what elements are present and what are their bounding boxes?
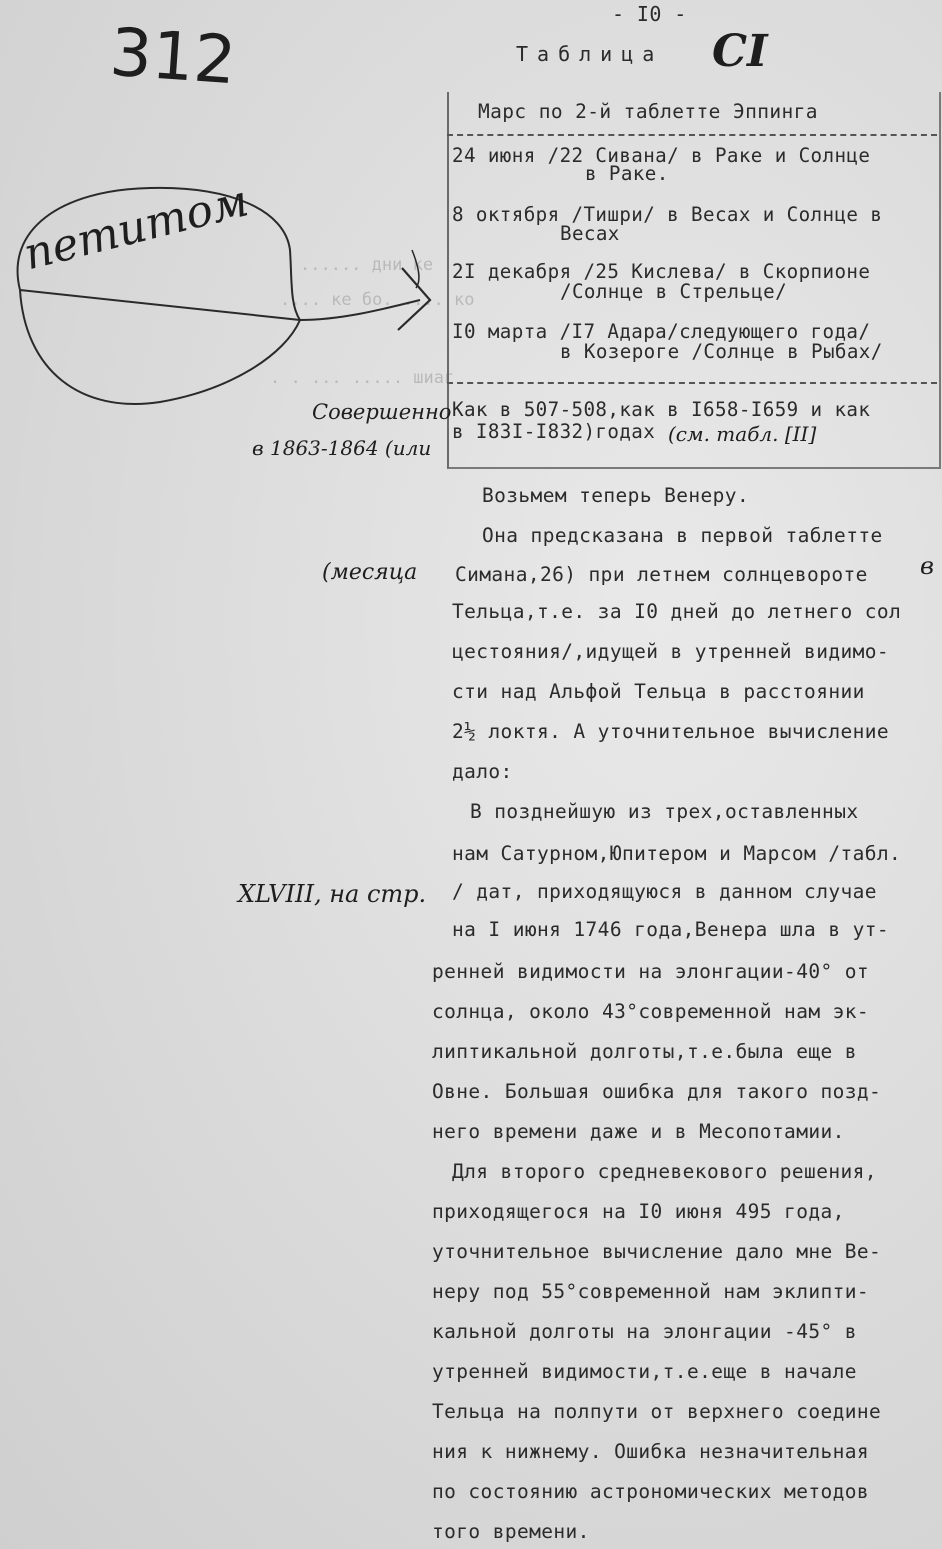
body-line-4: Тельца,т.е. за I0 дней до летнего сол — [452, 600, 902, 623]
note-xlviii: XLVIII, на стр. — [238, 880, 427, 908]
note-petitom: петитом — [18, 175, 254, 281]
body-line-10: нам Сатурном,Юпитером и Марсом /табл. — [452, 842, 902, 865]
body-line-17: него времени даже и в Месопотамии. — [432, 1120, 845, 1143]
bleed-through-text: .... ке бо. .... ко — [280, 290, 475, 310]
body-line-26: по состоянию астрономических методов — [432, 1480, 870, 1503]
body-line-22: кальной долготы на элонгации -45° в — [432, 1320, 857, 1343]
table-header-divider — [447, 134, 937, 136]
body-line-21: нeру под 55°современной нам эклипти- — [432, 1280, 870, 1303]
body-line-16: Овне. Большая ошибка для такого позд- — [432, 1080, 882, 1103]
table-row-2-line-2: Весах — [560, 222, 620, 245]
body-line-12: на I июня 1746 года,Венера шла в ут- — [452, 918, 890, 941]
table-number-handwritten: CI — [712, 26, 768, 77]
table-footer-line-2: в I83I-I832)годах — [452, 420, 656, 443]
body-line-2: Она предсказана в первой таблетте — [482, 524, 883, 547]
body-line-19: приходящегося на I0 июня 495 года, — [432, 1200, 845, 1223]
bleed-through-text: . . ... ..... шиаг — [270, 368, 455, 388]
table-title: Марс по 2-й таблетте Эппинга — [478, 100, 818, 123]
note-see-table: (см. табл. [II] — [668, 422, 817, 446]
note-in-taurus: в — [920, 552, 934, 580]
body-line-5: цестояния/,идущей в утренней видимо- — [452, 640, 890, 663]
note-mesyatsa: (месяца — [322, 560, 418, 585]
table-row-3-line-2: /Солнце в Стрельце/ — [560, 280, 788, 303]
body-line-18: Для второго средневекового решения, — [452, 1160, 877, 1183]
body-line-1: Возьмем теперь Венеру. — [482, 484, 750, 507]
table-row-2-line-1: 8 октября /Тишри/ в Весах и Солнце в — [452, 203, 883, 226]
body-line-3: Симана,26) при летнем солнцевороте — [455, 563, 868, 586]
body-line-15: липтикальной долготы,т.е.была еще в — [432, 1040, 857, 1063]
table-row-4-line-2: в Козероге /Солнце в Рыбах/ — [560, 340, 883, 363]
note-sovershenno: Совершенно — [312, 400, 452, 424]
table-footer-divider — [447, 382, 937, 384]
table-row-1-line-2: в Раке. — [585, 162, 669, 185]
table-row-4-line-1: I0 марта /I7 Адара/следующего года/ — [452, 320, 871, 343]
archive-number-handwritten: 312 — [107, 13, 239, 100]
bleed-through-text: ...... дни ке — [300, 255, 434, 275]
page-number: - I0 - — [612, 2, 687, 26]
body-line-25: ния к нижнему. Ошибка незначительная — [432, 1440, 870, 1463]
body-line-13: ренней видимости на элонгации-40° от — [432, 960, 870, 983]
body-line-27: того времени. — [432, 1520, 590, 1543]
body-line-20: уточнительное вычисление дало мне Ве- — [432, 1240, 882, 1263]
body-line-14: солнца, около 43°современной нам эк- — [432, 1000, 870, 1023]
body-line-6: сти над Альфой Тельца в расстоянии — [452, 680, 865, 703]
table-label: Таблица — [516, 42, 664, 66]
body-line-8: дало: — [452, 760, 513, 783]
table-footer-line-1: Как в 507-508,как в I658-I659 и как — [452, 398, 871, 421]
body-line-24: Тельца на полпути от верхнего соедине — [432, 1400, 882, 1423]
body-line-7: 2½ локтя. А уточнительное вычисление — [452, 720, 890, 743]
table-row-1-line-1: 24 июня /22 Сивана/ в Раке и Солнце — [452, 144, 871, 167]
body-line-9: В позднейшую из трех,оставленных — [470, 800, 859, 823]
body-line-11: / дат, приходящуюся в данном случае — [452, 880, 877, 903]
table-row-3-line-1: 2I декабря /25 Кислева/ в Скорпионе — [452, 260, 871, 283]
note-years-1863: в 1863-1864 (или — [252, 436, 432, 460]
body-line-23: утренней видимости,т.е.еще в начале — [432, 1360, 857, 1383]
